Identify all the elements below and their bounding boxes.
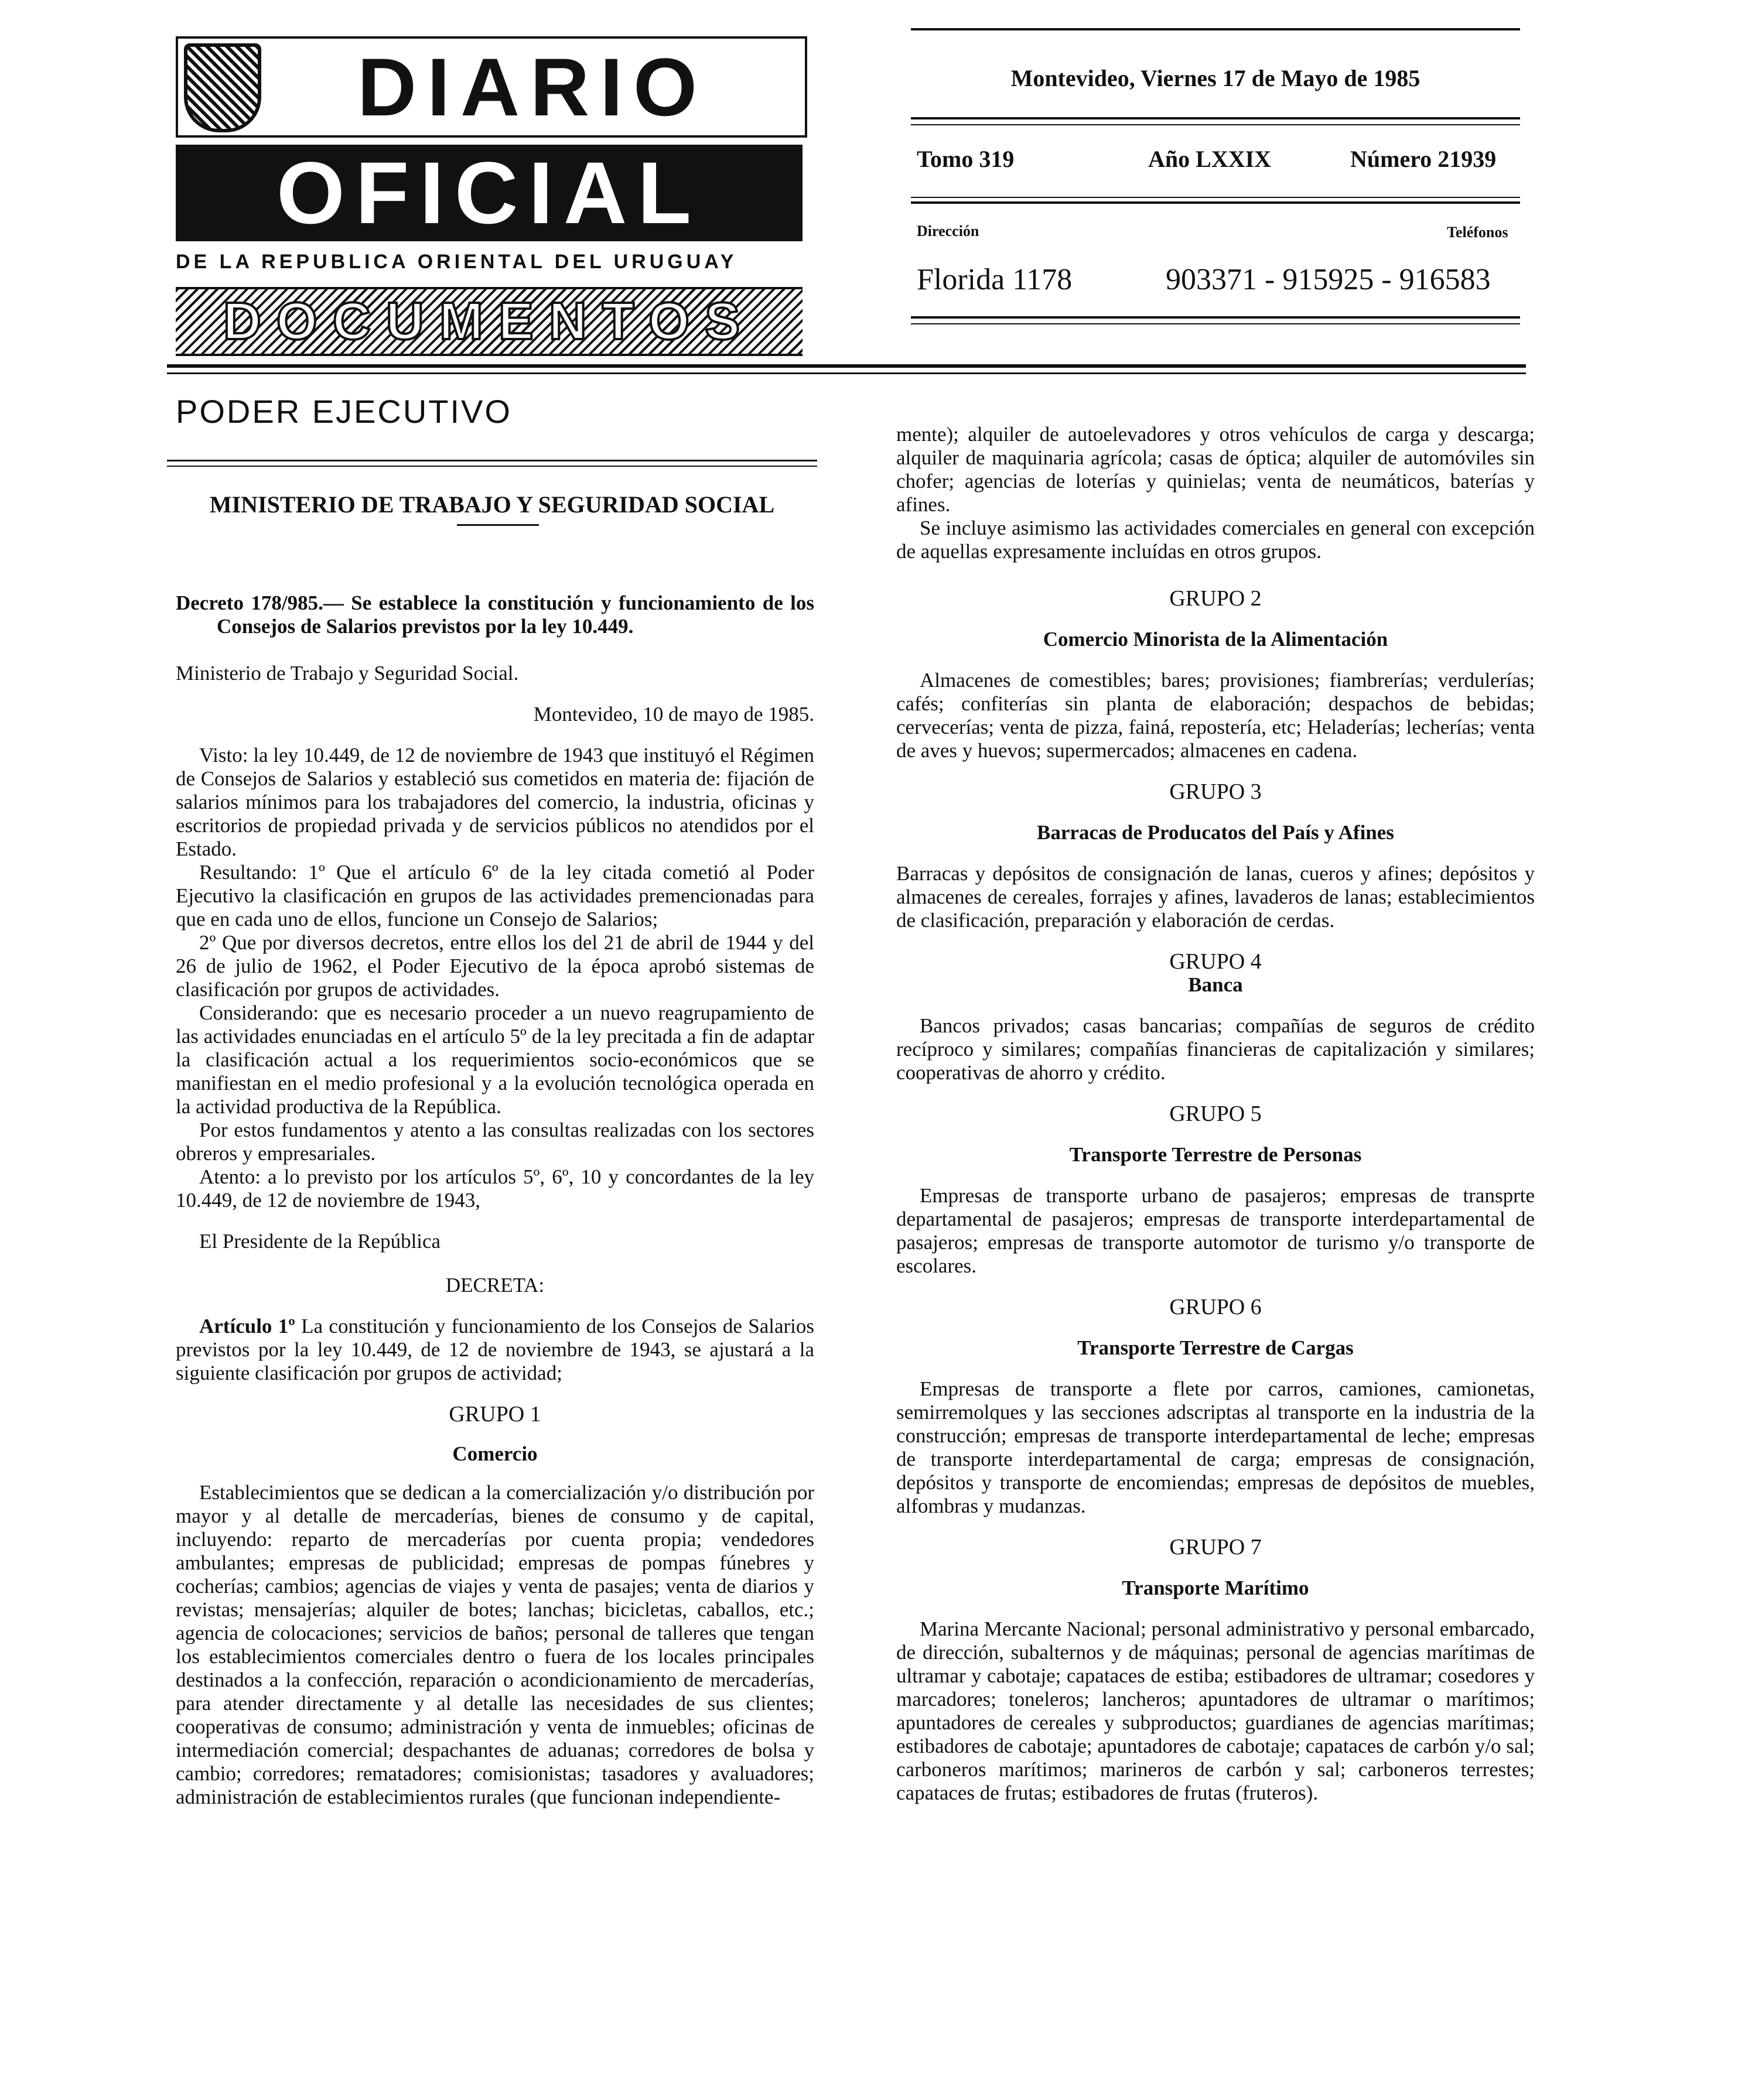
grupo-1-continuation: mente); alquiler de autoelevadores y otros vehículos de carga y descarga; alquiler de maquinaria agrícola; casas de óptica; alquiler de automóviles sin chofer; agencias de loterías y quinielas; venta de neumáticos, baterías y afines. bbox=[896, 423, 1535, 516]
column-rule bbox=[167, 460, 817, 461]
grupo-label: GRUPO 7 bbox=[1169, 1535, 1262, 1559]
tomo: Tomo 319 bbox=[917, 146, 1015, 172]
grupo-1-label: GRUPO 1 bbox=[449, 1402, 541, 1427]
grupo-text: Empresas de transporte urbano de pasajeros; empresas de transprte departamental de pasajeros; empresas de transporte interdepartamental de pasajeros; empresas de transporte automotor de turismo y/o transporte de escolares. bbox=[896, 1184, 1535, 1277]
grupo-text: Empresas de transporte a flete por carros, camiones, camionetas, semirremolques y las secciones adscriptas al transporte en la industria de la construcción; empresas de transporte interdepartamental de leche; empresas de transporte interdepartamental de carga; empresas de consignación, depósitos y transporte de encomiendas; empresas de depósitos de muebles, alfombras y mudanzas. bbox=[896, 1377, 1535, 1517]
grupo-text: Barracas y depósitos de consignación de lanas, cueros y afines; depósitos y almacenes de cereales, forrajes y afines, lavaderos de lanas; establecimientos de clasificación, preparación y elaboración de cerdas. bbox=[896, 862, 1535, 932]
decree-presidente: El Presidente de la República bbox=[199, 1230, 441, 1253]
ministry-title: MINISTERIO DE TRABAJO Y SEGURIDAD SOCIAL bbox=[209, 491, 775, 518]
header-rule bbox=[911, 323, 1520, 324]
telefonos-label: Teléfonos bbox=[1447, 224, 1508, 241]
grupo-title: Comercio Minorista de la Alimentación bbox=[1043, 628, 1388, 651]
grupo-1-text: Establecimientos que se dedican a la comercialización y/o distribución por mayor y al detalle de mercaderías, bienes de consumo y de capital, incluyendo: reparto de mercaderías por cuenta propia; vendedores ambulantes; empresas de publicidad; empresas de pompas fúnebres y cocherías; cambios; agencias de viajes y venta de pasajes; venta de diarios y revistas; mensajerías; alquiler de botes; lanchas; bicicletas, caballos, etc.; agencia de colocaciones; servicios de baños; personal de talleres que tengan los establecimientos comerciales dentro o fuera de los locales principales destinados a la confección, reparación o acondicionamiento de mercaderías, para atender directamente y al detalle las necesidades de sus clientes; cooperativas de consumo; administración y venta de inmuebles; oficinas de intermediación comercial; despachantes de aduanas; corredores de bolsa y cambio; corredores; rematadores; comisionistas; tasadores y avaluadores; administración de establecimientos rurales (que funcionan independiente- bbox=[176, 1481, 814, 1808]
decree-title: Decreto 178/985.— Se establece la constitución y funcionamiento de los Consejos de Salarios previstos por la ley 10.449. bbox=[176, 591, 814, 638]
grupo-text: Bancos privados; casas bancarias; compañías de seguros de crédito recíproco y similares; compañías financieras de capitalización y similares; cooperativas de ahorro y crédito. bbox=[896, 1014, 1535, 1084]
articulo-text: La constitución y funcionamiento de los Consejos de Salarios previstos por la ley 10.449, de 12 de noviembre de 1943, se ajustará a la siguiente clasificación por grupos de actividad; bbox=[176, 1315, 815, 1384]
masthead-logo bbox=[176, 36, 803, 282]
telefonos: 903371 - 915925 - 916583 bbox=[1166, 263, 1491, 296]
masthead-subtitle: DE LA REPUBLICA ORIENTAL DEL URUGUAY bbox=[176, 251, 737, 273]
grupo-text: Almacenes de comestibles; bares; provisiones; fiambrerías; verdulerías; cafés; confiterías sin planta de elaboración; despachos de bebidas; cervecerías; venta de pizza, fainá, repostería, etc; Heladerías; lecherías; venta de aves y huevos; supermercados; almacenes en cadena. bbox=[896, 669, 1535, 762]
header-rule bbox=[911, 316, 1520, 319]
grupo-label: GRUPO 3 bbox=[1169, 779, 1262, 804]
grupo-label: GRUPO 6 bbox=[1169, 1295, 1262, 1319]
decree-decreta: DECRETA: bbox=[445, 1274, 545, 1297]
ministry-underline bbox=[457, 524, 539, 526]
section-title: PODER EJECUTIVO bbox=[176, 393, 512, 430]
header-rule bbox=[911, 197, 1520, 198]
decree-atento: Atento: a lo previsto por los artículos 5º, 6º, 10 y concordantes de la ley 10.449, de 12 de noviembre de 1943, bbox=[176, 1165, 814, 1212]
title-diario: DIARIO bbox=[176, 36, 807, 138]
decree-visto: Visto: la ley 10.449, de 12 de noviembre de 1943 que instituyó el Régimen de Consejos de Salarios y estableció sus cometidos en materia de: fijación de salarios mínimos para los trabajadores del comercio, la industria, oficinas y escritorios de propiedad privada y de servicios públicos no atendidos por el Estado. bbox=[176, 744, 814, 860]
grupo-label: GRUPO 2 bbox=[1169, 586, 1262, 611]
coat-of-arms-icon bbox=[184, 43, 261, 132]
grupo-1-extra: Se incluye asimismo las actividades comerciales en general con excepción de aquellas expresamente incluídas en otros grupos. bbox=[896, 517, 1535, 563]
left-column bbox=[176, 591, 814, 1809]
section-band: DOCUMENTOS bbox=[176, 287, 803, 356]
articulo-label: Artículo 1º bbox=[199, 1315, 295, 1338]
grupo-1-title: Comercio bbox=[452, 1442, 538, 1465]
grupo-title: Transporte Marítimo bbox=[1122, 1576, 1309, 1599]
decree-considerando: Considerando: que es necesario proceder a un nuevo reagrupamiento de las actividades enunciadas en el artículo 5º de la ley precitada a fin de adaptar la clasificación actual a los requerimientos socio-económicos que se manifiestan en el medio profesional y a la evolución tecnológica operada en la actividad productiva de la República. bbox=[176, 1001, 814, 1118]
grupo-label: GRUPO 5 bbox=[1169, 1102, 1262, 1126]
anio: Año LXXIX bbox=[1148, 146, 1272, 172]
grupo-title: Barracas de Producatos del País y Afines bbox=[1037, 821, 1394, 844]
title-oficial: OFICIAL bbox=[176, 145, 803, 241]
direccion: Florida 1178 bbox=[917, 263, 1073, 296]
decree-resultando-1: Resultando: 1º Que el artículo 6º de la ley citada cometió al Poder Ejecutivo la clasificación en grupos de las actividades premencionadas para que en cada uno de ellos, funcione un Consejo de Salarios; bbox=[176, 861, 814, 931]
numero: Número 21939 bbox=[1350, 146, 1497, 172]
header-rule bbox=[911, 124, 1520, 125]
page-rule bbox=[167, 372, 1526, 374]
grupo-label: GRUPO 4 bbox=[1169, 949, 1262, 974]
grupo-title: Transporte Terrestre de Personas bbox=[1069, 1143, 1362, 1166]
direccion-label: Dirección bbox=[917, 223, 979, 240]
decree-fundamentos: Por estos fundamentos y atento a las consultas realizadas con los sectores obreros y empresariales. bbox=[176, 1119, 814, 1165]
decree-resultando-2: 2º Que por diversos decretos, entre ellos los del 21 de abril de 1944 y del 26 de julio de 1962, el Poder Ejecutivo de la época aprobó sistemas de clasificación por grupos de actividades. bbox=[176, 931, 814, 1001]
issue-date: Montevideo, Viernes 17 de Mayo de 1985 bbox=[1010, 65, 1420, 91]
grupo-text: Marina Mercante Nacional; personal administrativo y personal embarcado, de dirección, subalternos y de máquinas; personal de agencias marítimas de ultramar y cabotaje; capataces de estiba; estibadores de ultramar; cosedores y marcadores; toneleros; lancheros; apuntadores de ultramar o marítimos; apuntadores de cereales y subproductos; guardianes de agencias marítimas; estibadores de cabotaje; apuntadores de cabotaje; capataces de carbón y/o sal; carboneros marítimos; marineros de carbón y sal; carboneros terrestes; capataces de frutas; estibadores de frutas (fruteros). bbox=[896, 1617, 1535, 1804]
column-rule bbox=[167, 466, 817, 467]
page-rule bbox=[167, 364, 1526, 368]
decree-place-date: Montevideo, 10 de mayo de 1985. bbox=[533, 703, 814, 726]
right-column bbox=[896, 423, 1535, 1805]
header-rule bbox=[911, 28, 1520, 30]
grupo-title: Transporte Terrestre de Cargas bbox=[1077, 1336, 1354, 1359]
header-rule bbox=[911, 117, 1520, 119]
header-rule bbox=[911, 201, 1520, 204]
decree-issuer: Ministerio de Trabajo y Seguridad Social. bbox=[176, 662, 519, 685]
grupo-title: Banca bbox=[1188, 973, 1243, 996]
